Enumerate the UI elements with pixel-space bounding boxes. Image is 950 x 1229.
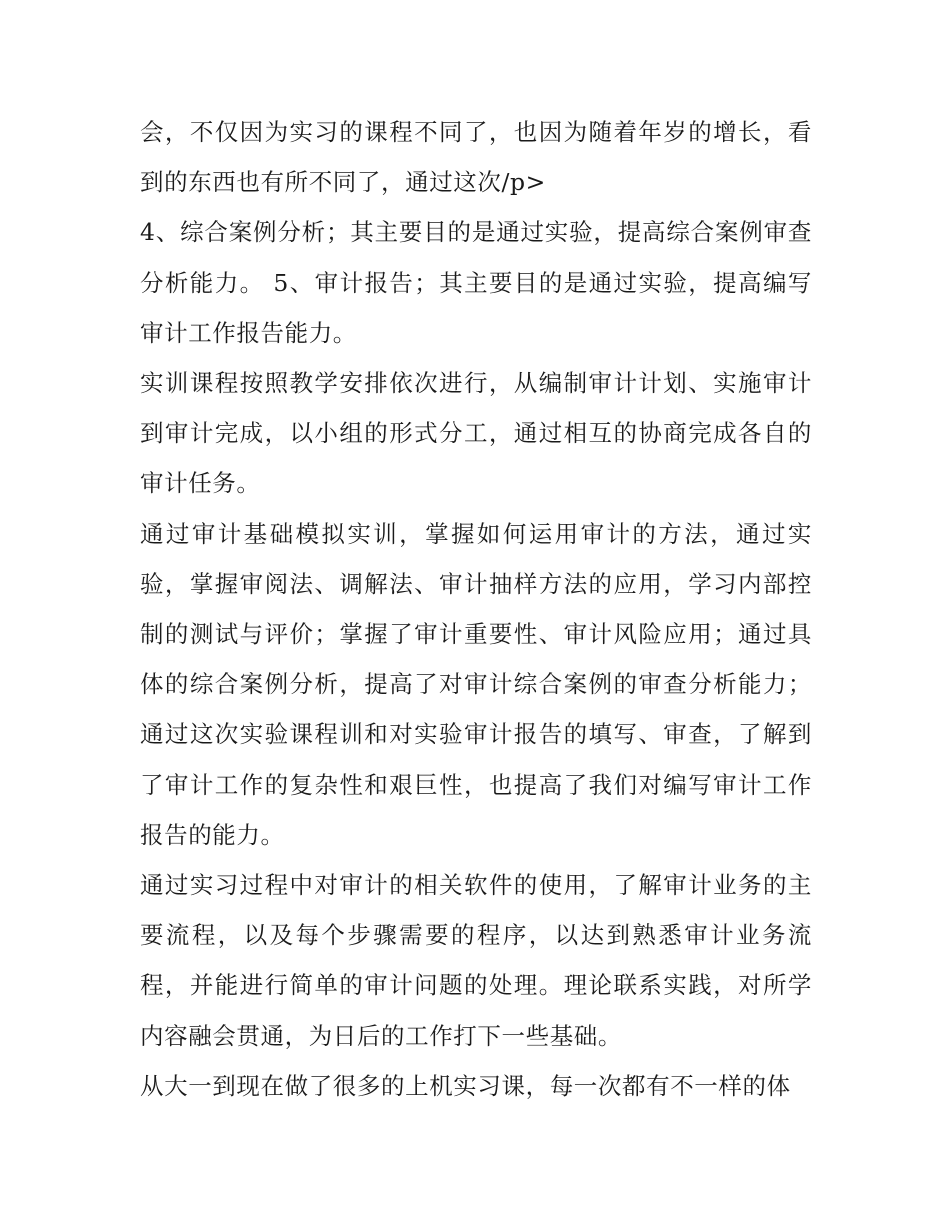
paragraph-6: 从大一到现在做了很多的上机实习课，每一次都有不一样的体 — [140, 1071, 791, 1100]
paragraph-5: 通过实习过程中对审计的相关软件的使用，了解审计业务的主要流程，以及每个步骤需要的程序，以达到熟悉审计业务流程，并能进行简单的审计问题的处理。理论联系实践，对所学内容融会贯通，为日后的工作打下一些基础。 — [140, 871, 812, 1050]
paragraph-3: 实训课程按照教学安排依次进行，从编制审计计划、实施审计到审计完成，以小组的形式分工，通过相互的协商完成各自的审计任务。 — [140, 369, 812, 498]
paragraph-1: 会，不仅因为实习的课程不同了，也因为随着年岁的增长，看到的东西也有所不同了，通过这次/p> — [140, 118, 812, 197]
document-page — [140, 107, 812, 1111]
paragraph-2: 4、综合案例分析；其主要目的是通过实验，提高综合案例审查分析能力。 5、审计报告；其主要目的是通过实验，提高编写审计工作报告能力。 — [140, 218, 812, 347]
paragraph-4: 通过审计基础模拟实训，掌握如何运用审计的方法，通过实验，掌握审阅法、调解法、审计抽样方法的应用，学习内部控制的测试与评价；掌握了审计重要性、审计风险应用；通过具体的综合案例分析，提高了对审计综合案例的审查分析能力；通过这次实验课程训和对实验审计报告的填写、审查，了解到了审计工作的复杂性和艰巨性，也提高了我们对编写审计工作报告的能力。 — [140, 519, 812, 849]
